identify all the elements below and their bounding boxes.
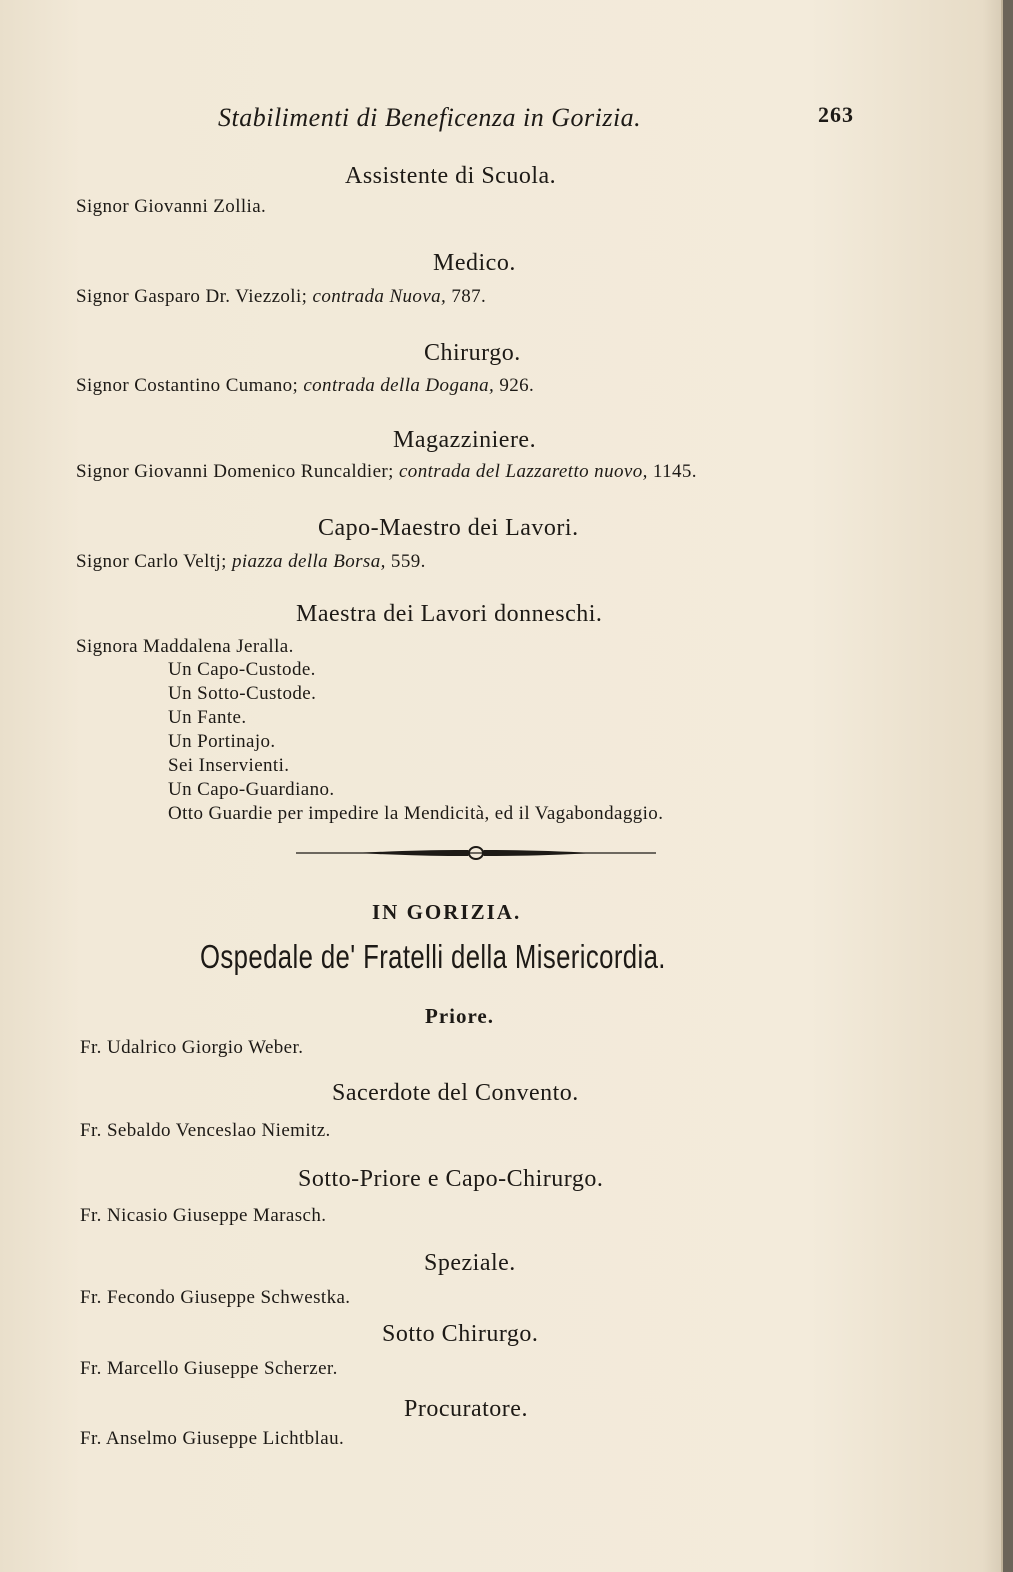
staff-item: Un Fante.: [168, 707, 247, 728]
staff-item: Otto Guardie per impedire la Mendicità, ed il Vagabondaggio.: [168, 803, 664, 824]
page-edge: [1003, 0, 1013, 1572]
running-title: Stabilimenti di Beneficenza in Gorizia.: [218, 103, 642, 132]
entry-name: Signor Gasparo Dr. Viezzoli;: [76, 286, 313, 307]
section-title-sacerdote: Sacerdote del Convento.: [332, 1080, 579, 1106]
section-title-capo-maestro: Capo-Maestro dei Lavori.: [318, 515, 579, 541]
entry-sacerdote: Fr. Sebaldo Venceslao Niemitz.: [80, 1120, 331, 1141]
section-title-maestra: Maestra dei Lavori donneschi.: [296, 601, 603, 627]
staff-item: Sei Inservienti.: [168, 755, 290, 776]
section-title-chirurgo: Chirurgo.: [424, 340, 521, 366]
entry-number: 926.: [494, 375, 535, 396]
ornamental-divider: [296, 843, 656, 863]
page-number: 263: [818, 102, 854, 127]
entry-sotto-chirurgo: Fr. Marcello Giuseppe Scherzer.: [80, 1358, 338, 1379]
section-title-medico: Medico.: [433, 250, 516, 276]
entry-speziale: Fr. Fecondo Giuseppe Schwestka.: [80, 1287, 351, 1308]
entry-procuratore: Fr. Anselmo Giuseppe Lichtblau.: [80, 1428, 345, 1449]
entry-priore: Fr. Udalrico Giorgio Weber.: [80, 1037, 304, 1058]
entry-address: contrada del Lazzaretto nuovo,: [398, 461, 648, 482]
entry-chirurgo: [76, 375, 534, 397]
entry-name: Signor Giovanni Domenico Runcaldier;: [76, 461, 399, 482]
section-title-sotto-priore: Sotto-Priore e Capo-Chirurgo.: [298, 1166, 604, 1192]
entry-number: 1145.: [647, 461, 697, 482]
entry-address: piazza della Borsa,: [231, 551, 386, 572]
section-title-assistente: Assistente di Scuola.: [345, 163, 557, 189]
staff-item: Un Sotto-Custode.: [168, 683, 317, 704]
section-title-sotto-chirurgo: Sotto Chirurgo.: [382, 1321, 539, 1347]
page-edge-shadow: [1001, 0, 1003, 1572]
hospital-title: Ospedale de' Fratelli della Misericordia.: [200, 938, 666, 975]
entry-maestra: Signora Maddalena Jeralla.: [76, 636, 294, 657]
entry-name: Signor Carlo Veltj;: [76, 551, 232, 572]
entry-capo-maestro: [76, 551, 426, 573]
section-title-procuratore: Procuratore.: [404, 1396, 528, 1422]
entry-medico: [76, 286, 486, 308]
entry-address: contrada Nuova,: [312, 286, 447, 307]
location-heading: IN GORIZIA.: [372, 900, 522, 924]
entry-number: 559.: [385, 551, 426, 572]
section-title-priore: Priore.: [425, 1004, 494, 1028]
entry-number: 787.: [446, 286, 487, 307]
section-title-speziale: Speziale.: [424, 1250, 516, 1276]
staff-item: Un Capo-Custode.: [168, 659, 316, 680]
section-title-magazziniere: Magazziniere.: [393, 427, 537, 453]
staff-item: Un Portinajo.: [168, 731, 276, 752]
entry-magazziniere: [76, 461, 697, 483]
staff-item: Un Capo-Guardiano.: [168, 779, 335, 800]
entry-address: contrada della Dogana,: [303, 375, 495, 396]
entry-assistente: Signor Giovanni Zollia.: [76, 196, 267, 217]
entry-sotto-priore: Fr. Nicasio Giuseppe Marasch.: [80, 1205, 327, 1226]
entry-name: Signor Costantino Cumano;: [76, 375, 304, 396]
